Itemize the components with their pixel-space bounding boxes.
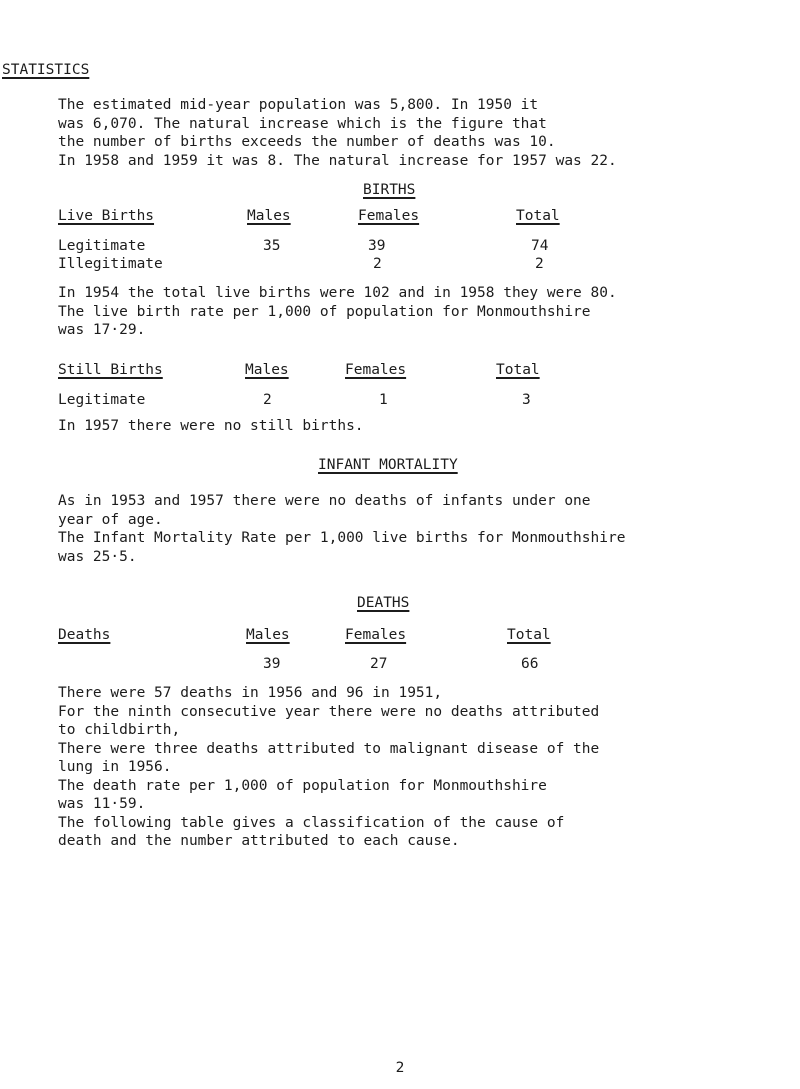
infant-mortality-heading: INFANT MORTALITY — [318, 457, 458, 473]
births-row-label: Illegitimate — [58, 256, 163, 272]
text-line: was 17·29. — [58, 322, 146, 338]
deaths-females-value: 27 — [370, 656, 388, 672]
text-line: For the ninth consecutive year there were no deaths attributed — [58, 703, 600, 720]
deaths-col-label: Deaths — [58, 627, 111, 643]
text-line: The Infant Mortality Rate per 1,000 live births for Monmouthshire — [58, 530, 626, 546]
births-col-males: Males — [247, 208, 291, 224]
still-births-row-total: 3 — [522, 392, 531, 408]
births-col-total: Total — [516, 208, 560, 224]
births-col-females: Females — [358, 208, 420, 224]
text-line: The following table gives a classification of the cause of — [58, 814, 565, 831]
infant-mortality-paragraph — [58, 492, 788, 566]
deaths-total-value: 66 — [521, 656, 539, 672]
text-line: In 1954 the total live births were 102 and in 1958 they were 80. — [58, 285, 617, 301]
text-line: the number of births exceeds the number of deaths was 10. — [58, 134, 556, 150]
deaths-males-value: 39 — [263, 656, 281, 672]
text-line: death and the number attributed to each cause. — [58, 833, 460, 849]
text-line: The death rate per 1,000 of population for Monmouthshire — [58, 777, 547, 794]
births-row-females: 39 — [368, 238, 386, 254]
text-line: was 11·59. — [58, 796, 146, 812]
deaths-col-males: Males — [246, 627, 290, 643]
text-line: The estimated mid-year population was 5,800. In 1950 it — [58, 97, 539, 113]
births-row-total: 74 — [531, 238, 549, 254]
deaths-col-females: Females — [345, 627, 407, 643]
still-births-row-females: 1 — [379, 392, 388, 408]
births-col-live-births: Live Births — [58, 208, 155, 224]
text-line: In 1958 and 1959 it was 8. The natural increase for 1957 was 22. — [58, 152, 617, 169]
text-line: was 6,070. The natural increase which is the figure that — [58, 115, 547, 132]
text-line: The live birth rate per 1,000 of population for Monmouthshire — [58, 303, 591, 320]
still-births-col-males: Males — [245, 362, 289, 378]
population-paragraph — [58, 96, 788, 170]
deaths-heading: DEATHS — [357, 595, 410, 611]
deaths-paragraph — [58, 684, 788, 851]
births-heading: BIRTHS — [363, 182, 416, 198]
section-title: STATISTICS — [2, 62, 90, 78]
text-line: There were 57 deaths in 1956 and 96 in 1951, — [58, 685, 443, 701]
births-row-label: Legitimate — [58, 238, 146, 254]
births-row-females: 2 — [373, 256, 382, 272]
text-line: was 25·5. — [58, 548, 137, 565]
births-row-males: 35 — [263, 238, 281, 254]
text-line: lung in 1956. — [58, 759, 172, 775]
births-row-total: 2 — [535, 256, 544, 272]
text-line: As in 1953 and 1957 there were no deaths of infants under one — [58, 493, 591, 509]
still-births-row-label: Legitimate — [58, 392, 146, 408]
still-births-col-females: Females — [345, 362, 407, 378]
still-births-col-total: Total — [496, 362, 540, 378]
deaths-col-total: Total — [507, 627, 551, 643]
still-births-row-males: 2 — [263, 392, 272, 408]
text-line: year of age. — [58, 511, 163, 528]
text-line: to childbirth, — [58, 722, 181, 738]
still-births-col-label: Still Births — [58, 362, 163, 378]
page-number: 2 — [395, 1060, 405, 1076]
text-line: There were three deaths attributed to malignant disease of the — [58, 740, 600, 757]
still-births-note: In 1957 there were no still births. — [58, 418, 364, 434]
births-paragraph — [58, 284, 788, 340]
